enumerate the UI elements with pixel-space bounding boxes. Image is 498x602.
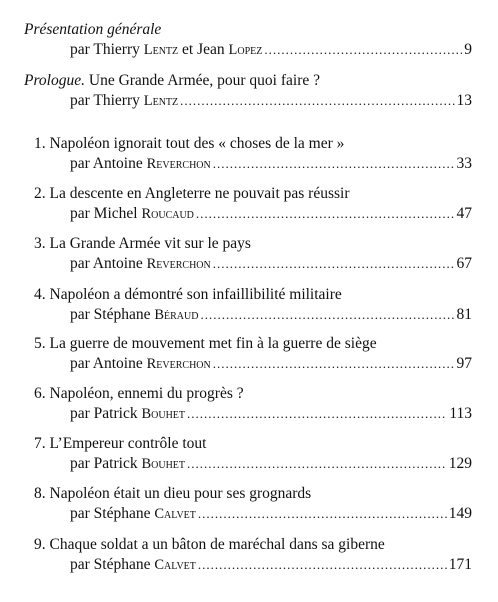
author-surname: Lentz [143,93,179,109]
toc-entry-title [34,384,244,404]
toc-title-italic: Prologue. [24,72,85,89]
toc-page-number: 47 [456,205,472,222]
toc-entry-title [34,434,206,454]
toc-page-number: 33 [456,155,472,172]
toc-page-number: 97 [456,355,472,372]
dot-leader [198,555,447,575]
toc-title-text: Une Grande Armée, pour quoi faire ? [85,72,320,89]
toc-author [70,254,211,274]
author-mid: et Jean [178,41,229,58]
toc-author [70,154,211,174]
toc-author [70,555,196,575]
toc-entry-author-line [70,555,472,575]
toc-title-text: 7. L’Empereur contrôle tout [34,435,207,452]
dot-leader [198,504,447,524]
toc-title-text: 1. Napoléon ignorait tout des « choses de la mer » [34,135,345,152]
dot-leader [200,305,454,325]
dot-leader [187,454,447,474]
author-prefix: par Patrick [70,455,142,472]
toc-title-text: 8. Napoléon était un dieu pour ses grognards [34,485,312,502]
toc-author [70,40,262,60]
toc-entry-author-line [70,204,472,224]
toc-title-text: 3. La Grande Armée vit sur le pays [34,235,251,252]
toc-page-number: 9 [464,41,472,58]
toc-entry-title [34,234,251,254]
toc-author [70,404,185,424]
author-surname: Reverchon [146,156,211,172]
toc-page-number: 13 [456,92,472,109]
toc-page-number: 171 [448,556,472,573]
author-surname: Calvet [154,557,196,573]
author-prefix: par Thierry [70,41,144,58]
toc-title-text: 6. Napoléon, ennemi du progrès ? [34,385,244,402]
dot-leader [213,354,455,374]
author-prefix: par Stéphane [70,505,155,522]
toc-title-text: 2. La descente en Angleterre ne pouvait pas réussir [34,185,350,202]
toc-author [70,91,178,111]
dot-leader [213,154,455,174]
toc-entry-author-line [70,305,472,325]
toc-entry-author-line [70,504,472,524]
toc-entry-author-line [70,254,472,274]
author-prefix: par Stéphane [70,306,155,323]
toc-title-text: 4. Napoléon a démontré son infaillibilité militaire [34,286,342,303]
toc-entry-author-line [70,354,472,374]
toc-page-number: 149 [448,505,472,522]
toc-entry-author-line [70,404,472,424]
dot-leader [180,91,454,111]
toc-page-number: 67 [456,255,472,272]
author-prefix: par Michel [70,205,142,222]
toc-page-number: 129 [448,455,472,472]
dot-leader [196,204,455,224]
toc-author [70,504,196,524]
author-surname: Roucaud [141,206,194,222]
author-surname: Béraud [154,307,199,323]
toc-entry-title [34,484,311,504]
author-surname: Reverchon [146,256,211,272]
toc-title-italic: Présentation générale [24,21,162,38]
toc-author [70,454,185,474]
author-surname: Bouhet [141,456,186,472]
toc-entry-title [34,134,344,154]
toc-page-number: 81 [456,306,472,323]
toc-entry-title [24,71,320,91]
dot-leader [213,254,455,274]
toc-entry-title [34,334,377,354]
author-surname: Lentz [143,42,179,58]
author-prefix: par Antoine [70,355,147,372]
author-surname: Reverchon [146,356,211,372]
toc-entry-author-line [70,454,472,474]
author-prefix: par Thierry [70,92,144,109]
toc-entry-title [24,20,161,40]
toc-entry-title [34,184,349,204]
author-prefix: par Patrick [70,405,142,422]
toc-page-number: 113 [449,405,472,422]
toc-entry-author-line [70,91,472,111]
author-prefix: par Stéphane [70,556,155,573]
dot-leader [187,404,447,424]
toc-author [70,204,194,224]
author-surname: Lopez [228,42,263,58]
toc-entry-title [34,535,385,555]
author-prefix: par Antoine [70,155,147,172]
dot-leader [264,40,462,60]
author-surname: Bouhet [141,406,186,422]
toc-title-text: 9. Chaque soldat a un bâton de maréchal dans sa giberne [34,536,385,553]
author-prefix: par Antoine [70,255,147,272]
toc-entry-title [34,285,342,305]
toc-title-text: 5. La guerre de mouvement met fin à la guerre de siège [34,335,377,352]
toc-entry-author-line [70,40,472,60]
toc-author [70,305,198,325]
toc-author [70,354,211,374]
author-surname: Calvet [154,506,196,522]
toc-entry-author-line [70,154,472,174]
